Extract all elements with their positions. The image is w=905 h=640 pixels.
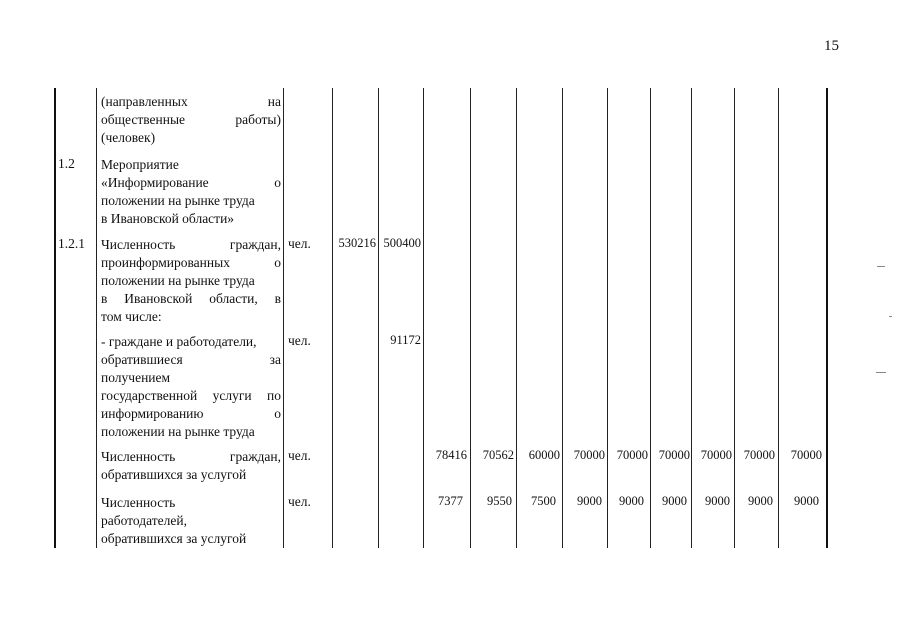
- row-text-line: положении на рынке труда: [101, 273, 255, 288]
- row-text-line: (направленных на: [101, 94, 281, 109]
- row-text-line: информированию о: [101, 406, 281, 421]
- column-divider: [691, 88, 692, 548]
- row-text-line: проинформированных о: [101, 255, 281, 270]
- column-divider: [96, 88, 97, 548]
- column-divider: [470, 88, 471, 548]
- row-unit: чел.: [288, 448, 311, 463]
- row-text-line: в Ивановской области»: [101, 211, 235, 226]
- row-value: 70000: [743, 448, 775, 462]
- row-code: 1.2: [58, 156, 75, 171]
- row-value: 91172: [390, 333, 421, 347]
- row-value: 70000: [658, 448, 690, 462]
- table-row: [101, 156, 281, 228]
- column-divider: [423, 88, 424, 548]
- column-divider: [778, 88, 779, 548]
- table-row: [101, 236, 281, 326]
- row-unit: чел.: [288, 494, 311, 509]
- row-value: 70000: [700, 448, 732, 462]
- row-text-line: том числе:: [101, 309, 162, 324]
- scan-mark: [876, 372, 886, 373]
- row-text-line: Численность граждан,: [101, 449, 281, 464]
- column-divider: [607, 88, 608, 548]
- row-value: 70000: [790, 448, 822, 462]
- column-divider: [516, 88, 517, 548]
- column-divider: [562, 88, 563, 548]
- row-unit: чел.: [288, 333, 311, 348]
- column-divider: [283, 88, 284, 548]
- row-value: 9550: [487, 494, 512, 508]
- table-border-right: [826, 88, 828, 548]
- row-value: 500400: [383, 236, 421, 250]
- column-divider: [378, 88, 379, 548]
- row-value: 7377: [438, 494, 463, 508]
- row-text-line: в Ивановской области, в: [101, 291, 281, 306]
- row-value: 9000: [619, 494, 644, 508]
- column-divider: [332, 88, 333, 548]
- row-value: 7500: [531, 494, 556, 508]
- row-value: 70562: [482, 448, 514, 462]
- row-code: 1.2.1: [58, 236, 85, 251]
- row-text-line: обратившихся за услугой: [101, 531, 247, 546]
- row-text-line: обратившихся за услугой: [101, 467, 247, 482]
- row-text-line: обратившиеся за: [101, 352, 281, 367]
- row-text-line: Численность: [101, 495, 176, 510]
- column-divider: [734, 88, 735, 548]
- row-value: 70000: [573, 448, 605, 462]
- row-text-line: получением: [101, 370, 171, 385]
- row-text-line: положении на рынке труда: [101, 193, 255, 208]
- scan-mark: [877, 266, 885, 267]
- row-value: 530216: [338, 236, 376, 250]
- row-value: 9000: [794, 494, 819, 508]
- row-text-line: Мероприятие: [101, 157, 179, 172]
- row-text-line: (человек): [101, 130, 156, 145]
- row-value: 9000: [662, 494, 687, 508]
- page-number: 15: [824, 38, 839, 54]
- row-text-line: Численность граждан,: [101, 237, 281, 252]
- table-row: [101, 448, 281, 484]
- row-text-line: - граждане и работодатели,: [101, 334, 257, 349]
- row-value: 9000: [705, 494, 730, 508]
- row-value: 70000: [616, 448, 648, 462]
- row-unit: чел.: [288, 236, 311, 251]
- table-row: [101, 494, 281, 548]
- row-value: 78416: [435, 448, 467, 462]
- table-row: [101, 333, 281, 441]
- row-text-line: государственной услуги по: [101, 388, 281, 403]
- row-value: 9000: [577, 494, 602, 508]
- scan-mark: [889, 316, 892, 317]
- column-divider: [650, 88, 651, 548]
- row-text-line: «Информирование о: [101, 175, 281, 190]
- table-row: [101, 93, 281, 147]
- row-text-line: работодателей,: [101, 513, 187, 528]
- row-value: 9000: [748, 494, 773, 508]
- row-text-line: положении на рынке труда: [101, 424, 255, 439]
- row-text-line: общественные работы): [101, 112, 281, 127]
- table-border-left: [54, 88, 56, 548]
- row-value: 60000: [528, 448, 560, 462]
